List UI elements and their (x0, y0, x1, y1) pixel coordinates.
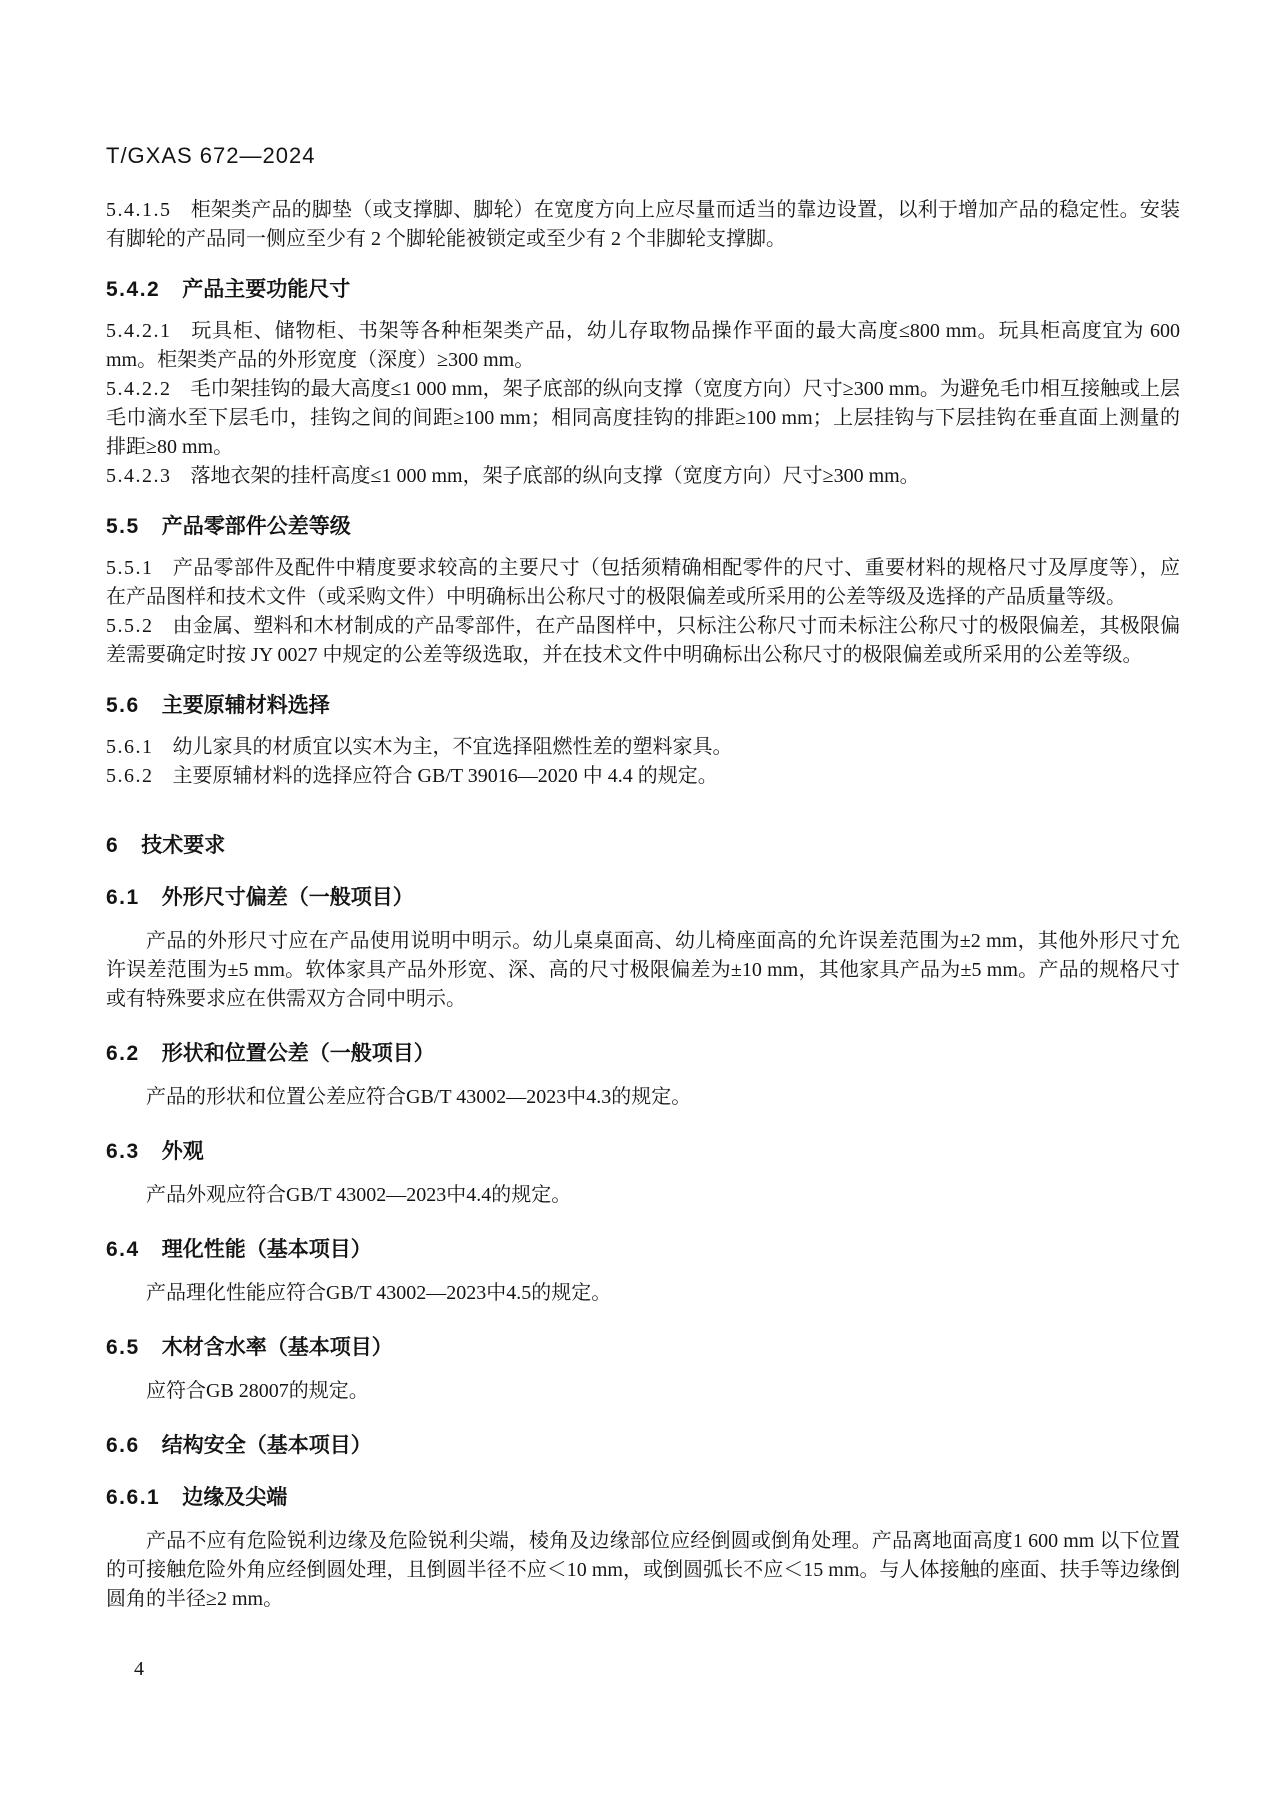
clause-text: 主要原辅材料的选择应符合 GB/T 39016—2020 中 4.4 的规定。 (172, 765, 718, 787)
clause-5-6-2 (106, 762, 1180, 791)
heading-number: 6 (106, 834, 120, 857)
clause-5-5-1 (106, 554, 1180, 612)
clause-number: 5.6.2 (106, 765, 154, 787)
heading-text: 外形尺寸偏差（一般项目） (161, 886, 414, 909)
body-paragraph-6-5: 应符合GB 28007的规定。 (146, 1380, 369, 1402)
heading-number: 5.4.2 (106, 278, 161, 301)
clause-number: 5.4.2.3 (106, 465, 172, 487)
body-paragraph-6-6-1: 产品不应有危险锐利边缘及危险锐利尖端，棱角及边缘部位应经倒圆或倒角处理。产品离地面高度1 600 mm 以下位置的可接触危险外角应经倒圆处理，且倒圆半径不应＜10 mm，或倒圆弧长不应＜15 mm。与人体接触的座面、扶手等边缘倒圆角的半径≥2 mm。 (106, 1530, 1180, 1610)
heading-number: 6.6.1 (106, 1486, 161, 1509)
clause-number: 5.5.1 (106, 557, 154, 579)
heading-number: 5.6 (106, 694, 140, 717)
heading-6-3 (106, 1139, 1180, 1164)
body-paragraph-6-2: 产品的形状和位置公差应符合GB/T 43002—2023中4.3的规定。 (146, 1086, 692, 1108)
clause-number: 5.4.1.5 (106, 199, 172, 221)
clause-text: 落地衣架的挂杆高度≤1 000 mm，架子底部的纵向支撑（宽度方向）尺寸≥300 mm。 (190, 465, 920, 487)
clause-number: 5.4.2.1 (106, 320, 172, 342)
page-number: 4 (134, 1658, 144, 1680)
heading-6-4 (106, 1237, 1180, 1262)
clause-5-5-2 (106, 612, 1180, 670)
clause-text: 柜架类产品的脚垫（或支撑脚、脚轮）在宽度方向上应尽量而适当的靠边设置，以利于增加产品的稳定性。安装有脚轮的产品同一侧应至少有 2 个脚轮能被锁定或至少有 2 个非脚轮支撑脚。 (106, 199, 1180, 250)
clause-5-6-1 (106, 733, 1180, 762)
heading-6 (106, 833, 1180, 858)
clause-number: 5.5.2 (106, 615, 154, 637)
document-content (106, 196, 1180, 1614)
heading-text: 主要原辅材料选择 (161, 694, 330, 717)
heading-text: 产品零部件公差等级 (161, 515, 351, 538)
heading-5-4-2 (106, 277, 1180, 302)
clause-number: 5.6.1 (106, 736, 154, 758)
heading-text: 产品主要功能尺寸 (182, 278, 351, 301)
heading-5-5 (106, 514, 1180, 539)
heading-number: 6.4 (106, 1238, 140, 1261)
heading-text: 结构安全（基本项目） (161, 1434, 372, 1457)
clause-text: 由金属、塑料和木材制成的产品零部件，在产品图样中，只标注公称尺寸而未标注公称尺寸的极限偏差，其极限偏差需要确定时按 JY 0027 中规定的公差等级选取，并在技术文件中明确标出公称尺寸的极限偏差或所采用的公差等级。 (106, 615, 1180, 666)
heading-text: 边缘及尖端 (182, 1486, 288, 1509)
body-paragraph-6-3: 产品外观应符合GB/T 43002—2023中4.4的规定。 (146, 1184, 572, 1206)
clause-text: 玩具柜、储物柜、书架等各种柜架类产品，幼儿存取物品操作平面的最大高度≤800 mm。玩具柜高度宜为 600 mm。柜架类产品的外形宽度（深度）≥300 mm。 (106, 320, 1180, 371)
heading-number: 5.5 (106, 515, 140, 538)
heading-5-6 (106, 693, 1180, 718)
heading-6-6 (106, 1433, 1180, 1458)
standard-code-header: T/GXAS 672—2024 (106, 143, 316, 168)
heading-6-1 (106, 885, 1180, 910)
clause-5-4-2-2 (106, 375, 1180, 462)
heading-number: 6.6 (106, 1434, 140, 1457)
clause-number: 5.4.2.2 (106, 378, 172, 400)
body-paragraph-6-1: 产品的外形尺寸应在产品使用说明中明示。幼儿桌桌面高、幼儿椅座面高的允许误差范围为±2 mm，其他外形尺寸允许误差范围为±5 mm。软体家具产品外形宽、深、高的尺寸极限偏差为±10 mm，其他家具产品为±5 mm。产品的规格尺寸或有特殊要求应在供需双方合同中明示。 (106, 930, 1180, 1010)
heading-number: 6.2 (106, 1042, 140, 1065)
heading-6-5 (106, 1335, 1180, 1360)
heading-number: 6.3 (106, 1140, 140, 1163)
heading-text: 技术要求 (141, 834, 226, 857)
heading-text: 木材含水率（基本项目） (161, 1336, 393, 1359)
clause-text: 产品零部件及配件中精度要求较高的主要尺寸（包括须精确相配零件的尺寸、重要材料的规格尺寸及厚度等），应在产品图样和技术文件（或采购文件）中明确标出公称尺寸的极限偏差或所采用的公差等级及选择的产品质量等级。 (106, 557, 1180, 608)
clause-5-4-2-1 (106, 317, 1180, 375)
heading-text: 理化性能（基本项目） (161, 1238, 372, 1261)
heading-6-6-1 (106, 1485, 1180, 1510)
heading-6-2 (106, 1041, 1180, 1066)
heading-number: 6.5 (106, 1336, 140, 1359)
clause-5-4-1-5 (106, 196, 1180, 254)
heading-text: 外观 (161, 1140, 204, 1163)
heading-number: 6.1 (106, 886, 140, 909)
body-paragraph-6-4: 产品理化性能应符合GB/T 43002—2023中4.5的规定。 (146, 1282, 612, 1304)
heading-text: 形状和位置公差（一般项目） (161, 1042, 435, 1065)
clause-text: 毛巾架挂钩的最大高度≤1 000 mm，架子底部的纵向支撑（宽度方向）尺寸≥300 mm。为避免毛巾相互接触或上层毛巾滴水至下层毛巾，挂钩之间的间距≥100 mm；相同高度挂钩的排距≥100 mm；上层挂钩与下层挂钩在垂直面上测量的排距≥80 mm。 (106, 378, 1180, 458)
clause-5-4-2-3 (106, 462, 1180, 491)
clause-text: 幼儿家具的材质宜以实木为主，不宜选择阻燃性差的塑料家具。 (172, 736, 733, 758)
